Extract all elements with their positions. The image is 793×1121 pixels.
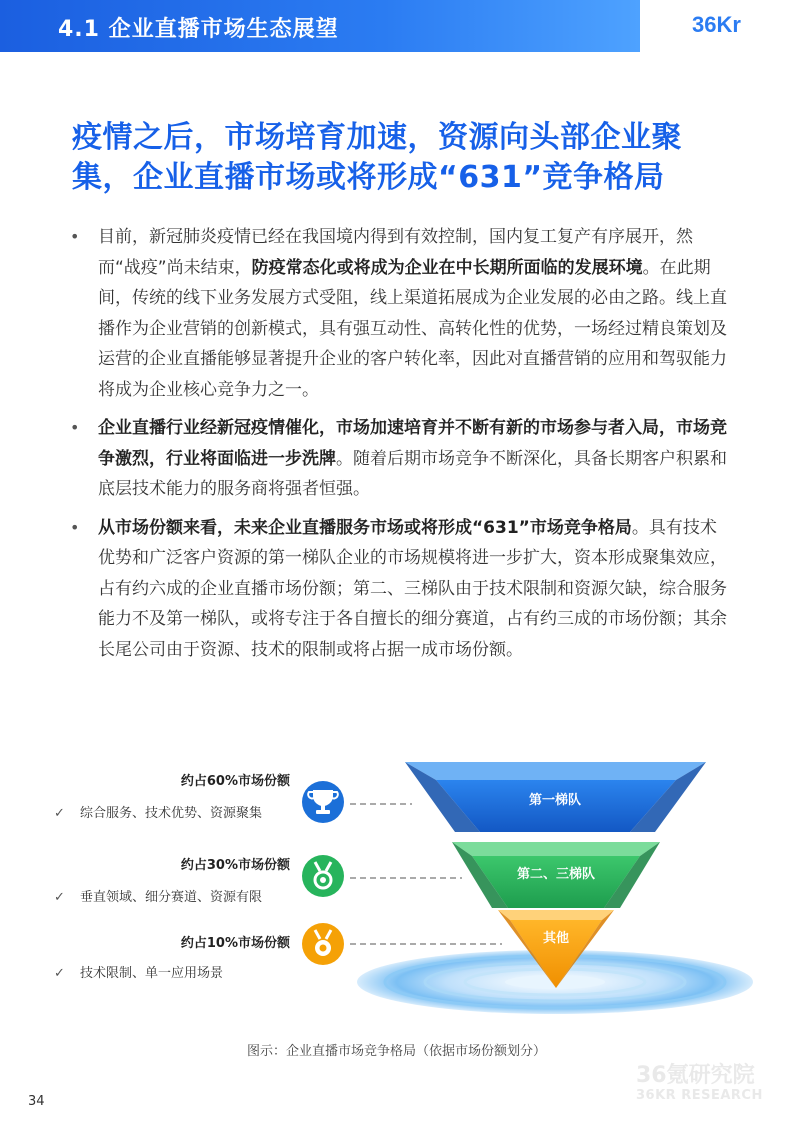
funnel-tier-3-label: 其他 <box>542 931 570 946</box>
funnel-tier-2-label: 第二、三梯队 <box>516 867 596 882</box>
tier-description-1: ✓ 综合服务、技术优势、资源聚集 <box>54 806 263 821</box>
bullet-emphasis: 企业直播行业经新冠疫情催化，市场加速培育并不断有新的市场参与者入局，市场竞争激烈，行业将面临进一步洗牌 <box>98 418 727 469</box>
tier-share-label-2: 约占30%市场份额 <box>180 858 290 873</box>
funnel-graphic <box>0 750 793 1030</box>
tier-description-2: ✓ 垂直领域、细分赛道、资源有限 <box>54 890 263 905</box>
brand-logo <box>690 2 790 52</box>
market-tier-diagram <box>0 750 793 1030</box>
bullet-item-2 <box>70 413 730 505</box>
section-header-bar <box>0 0 640 52</box>
bullet-list <box>70 222 730 673</box>
bullet-item-1 <box>70 222 730 405</box>
watermark-cn: 36氪研究院 <box>636 1063 755 1088</box>
bullet-text: 目前，新冠肺炎疫情已经在我国境内得到有效控制，国内复工复产有序展开，然而“战疫”尚未结束， <box>98 227 693 278</box>
page-headline <box>72 118 752 198</box>
medal-icon <box>302 855 344 897</box>
medal-bronze-icon <box>302 923 344 965</box>
watermark-en: 36KR RESEARCH <box>636 1088 763 1103</box>
bullet-emphasis: 从市场份额来看，未来企业直播服务市场或将形成“631”市场竞争格局 <box>98 517 632 538</box>
bullet-item-3 <box>70 513 730 666</box>
tier-share-label-3: 约占10%市场份额 <box>180 936 290 951</box>
trophy-icon <box>302 781 344 823</box>
page-number: 34 <box>28 1094 45 1109</box>
headline-line-2: 集，企业直播市场或将形成“631”竞争格局 <box>72 160 665 195</box>
bullet-text: 。具有技术优势和广泛客户资源的第一梯队企业的市场规模将进一步扩大，资本形成聚集效应，占有约六成的企业直播市场份额；第二、三梯队由于技术限制和资源欠缺，综合服务能力不及第一梯队，或将专注于各自擅长的细分赛道，占有约三成的市场份额；其余长尾公司由于资源、技术的限制或将占据一成市场份额。 <box>98 517 727 660</box>
bullet-emphasis: 防疫常态化或将成为企业在中长期所面临的发展环境 <box>251 257 643 278</box>
bullet-text: 。在此期间，传统的线下业务发展方式受阻，线上渠道拓展成为企业发展的必由之路。线上直播作为企业营销的创新模式，具有强互动性、高转化性的优势，一场经过精良策划及运营的企业直播能够显著提升企业的客户转化率，因此对直播营销的应用和驾驭能力将成为企业核心竞争力之一。 <box>98 257 727 400</box>
check-icon: ✓ <box>54 806 65 821</box>
figure-caption: 图示：企业直播市场竞争格局（依据市场份额划分） <box>246 1044 546 1059</box>
check-icon: ✓ <box>54 966 65 981</box>
tier-description-3: ✓ 技术限制、单一应用场景 <box>54 966 224 981</box>
funnel-tier-1-label: 第一梯队 <box>528 793 582 808</box>
tier-share-label-1: 约占60%市场份额 <box>180 774 290 789</box>
headline-line-1: 疫情之后，市场培育加速，资源向头部企业聚 <box>72 120 682 155</box>
brand-logo-text: 36Kr <box>692 12 741 37</box>
check-icon: ✓ <box>54 890 65 905</box>
bullet-text: 。随着后期市场竞争不断深化，具备长期客户积累和底层技术能力的服务商将强者恒强。 <box>98 448 727 499</box>
section-title: 4.1 企业直播市场生态展望 <box>58 17 339 42</box>
